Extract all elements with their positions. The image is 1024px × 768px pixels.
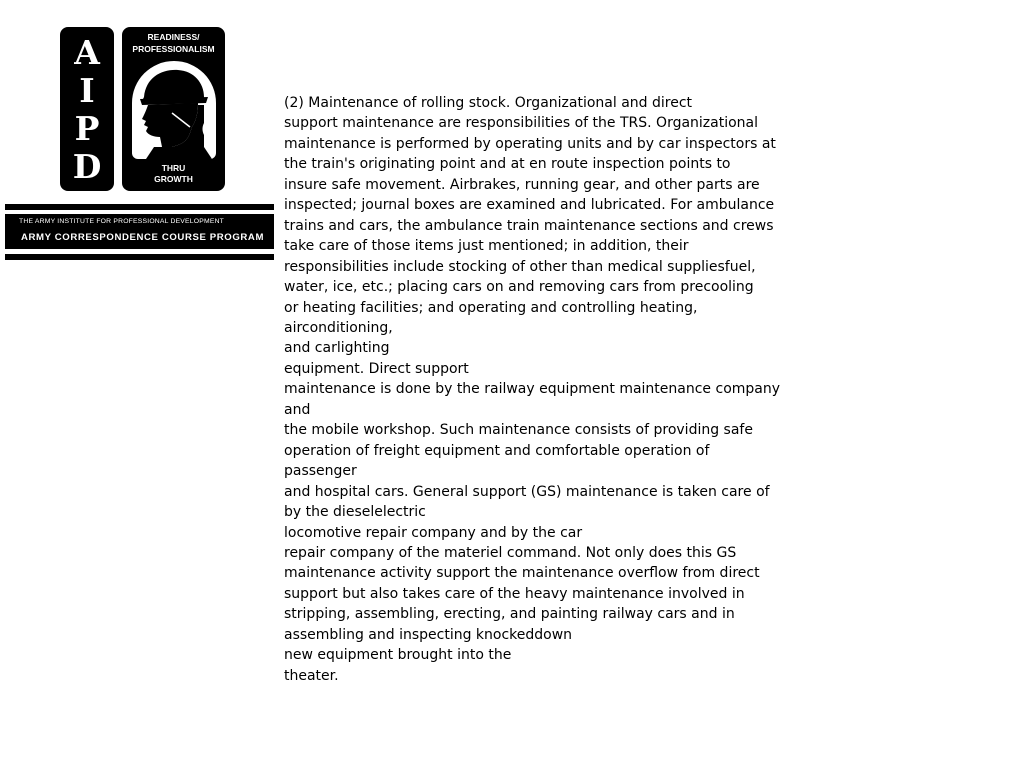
text-line: repair company of the materiel command. Not only does this GS [284, 544, 737, 561]
text-line: maintenance is done by the railway equipment maintenance company [284, 381, 781, 398]
text-line: responsibilities include stocking of other than medical suppliesfuel, [284, 258, 756, 275]
text-line: theater. [284, 667, 339, 684]
soldier-helmet-silhouette-icon [132, 61, 216, 159]
text-line: maintenance activity support the maintenance overflow from direct [284, 565, 760, 582]
text-line: support but also takes care of the heavy maintenance involved in [284, 585, 745, 602]
motto-professionalism: PROFESSIONALISM [132, 44, 215, 54]
banner-bottom-rule [5, 254, 274, 260]
motto-growth: GROWTH [154, 174, 193, 184]
text-line: water, ice, etc.; placing cars on and removing cars from precooling [284, 279, 754, 296]
logo-letter-d: D [72, 146, 102, 186]
banner-top-rule [5, 204, 274, 210]
text-line: locomotive repair company and by the car [284, 524, 583, 541]
aipd-logo [60, 27, 225, 191]
logo-letter-i: I [79, 70, 95, 110]
text-line: (2) Maintenance of rolling stock. Organizational and direct [284, 95, 693, 111]
motto-thru: THRU [161, 163, 186, 173]
text-line: maintenance is performed by operating units and by car inspectors at [284, 135, 776, 152]
logo-motto-top [122, 31, 225, 55]
program-banner [5, 214, 274, 249]
text-line: inspected; journal boxes are examined and lubricated. For ambulance [284, 197, 775, 214]
text-line: the mobile workshop. Such maintenance consists of providing safe [284, 422, 753, 439]
logo-motto-bottom [122, 163, 225, 185]
text-line: operation of freight equipment and comfortable operation of [284, 442, 710, 459]
text-line: airconditioning, [284, 319, 393, 336]
text-line: support maintenance are responsibilities of the TRS. Organizational [284, 115, 759, 132]
logo-emblem-panel [122, 27, 225, 191]
text-line: and hospital cars. General support (GS) maintenance is taken care of [284, 483, 770, 500]
text-line: insure safe movement. Airbrakes, running gear, and other parts are [284, 176, 760, 193]
text-line: and [284, 401, 311, 418]
text-line: equipment. Direct support [284, 360, 469, 377]
text-line: and carlighting [284, 340, 390, 357]
logo-letter-a: A [74, 32, 100, 72]
institute-name: THE ARMY INSTITUTE FOR PROFESSIONAL DEVELOPMENT [19, 218, 225, 225]
text-line: by the dieselelectric [284, 504, 426, 521]
text-line: assembling and inspecting knockeddown [284, 626, 573, 643]
logo-letter-p: P [74, 108, 100, 148]
text-line: stripping, assembling, erecting, and painting railway cars and in [284, 606, 735, 623]
body-paragraph [284, 93, 784, 686]
motto-readiness: READINESS/ [147, 32, 200, 42]
text-line: trains and cars, the ambulance train maintenance sections and crews [284, 217, 774, 234]
text-line: the train's originating point and at en route inspection points to [284, 156, 731, 173]
text-line: or heating facilities; and operating and controlling heating, [284, 299, 698, 316]
text-line: passenger [284, 463, 357, 480]
text-line: take care of those items just mentioned; in addition, their [284, 238, 689, 255]
logo-letter-column [60, 27, 114, 191]
text-line: new equipment brought into the [284, 647, 512, 664]
program-name: ARMY CORRESPONDENCE COURSE PROGRAM [21, 232, 265, 243]
